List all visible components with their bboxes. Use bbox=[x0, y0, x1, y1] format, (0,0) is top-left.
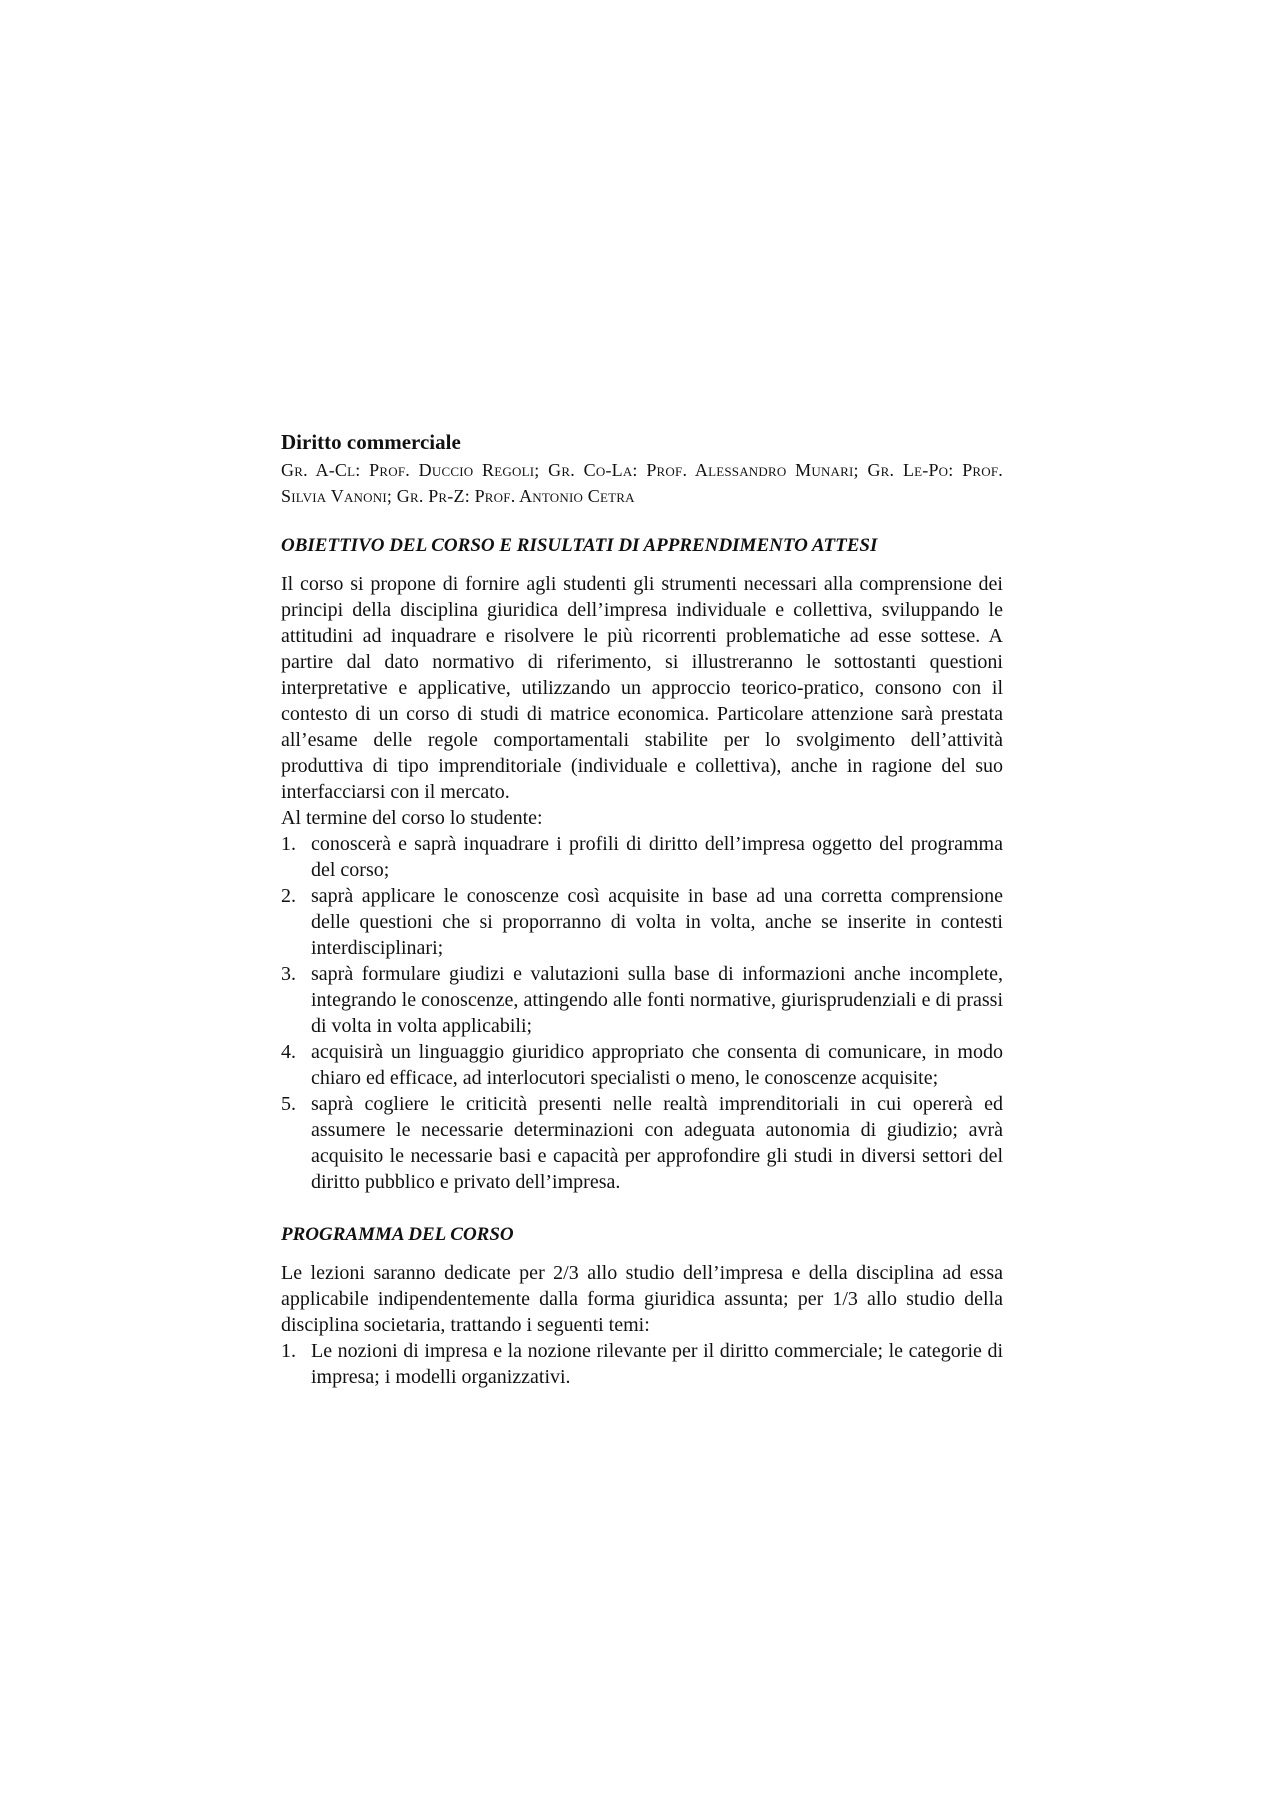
list-item bbox=[281, 1091, 1003, 1195]
objectives-list bbox=[281, 831, 1003, 1195]
list-item bbox=[281, 961, 1003, 1039]
list-item-number: 2. bbox=[281, 885, 296, 907]
program-paragraph: Le lezioni saranno dedicate per 2/3 allo studio dell’impresa e della disciplina ad essa applicabile indipendentemente dalla forma giuridica assunta; per 1/3 allo studio della disciplina societaria, trattando i seguenti temi: bbox=[281, 1262, 1003, 1336]
list-item-number: 4. bbox=[281, 1041, 296, 1063]
list-item-text: saprà cogliere le criticità presenti nelle realtà imprenditoriali in cui opererà ed assumere le necessarie determinazioni con adeguata autonomia di giudizio; avrà acquisito le necessarie basi e capacità per approfondire gli studi in diversi settori del diritto pubblico e privato dell’impresa. bbox=[311, 1093, 1003, 1193]
list-item-number: 1. bbox=[281, 1340, 296, 1362]
list-item-text: acquisirà un linguaggio giuridico appropriato che consenta di comunicare, in modo chiaro ed efficace, ad interlocutori specialisti o meno, le conoscenze acquisite; bbox=[311, 1041, 1003, 1089]
objectives-heading: OBIETTIVO DEL CORSO E RISULTATI DI APPRENDIMENTO ATTESI bbox=[281, 535, 878, 556]
list-item-number: 3. bbox=[281, 963, 296, 985]
list-item-number: 5. bbox=[281, 1093, 296, 1115]
course-title: Diritto commerciale bbox=[281, 430, 461, 454]
list-item bbox=[281, 883, 1003, 961]
course-teachers: Gr. A-Cl: Prof. Duccio Regoli; Gr. Co-La: Prof. Alessandro Munari; Gr. Le-Po: Prof. Silvia Vanoni; Gr. Pr-Z: Prof. Antonio Cetra bbox=[281, 460, 1003, 506]
document-page bbox=[281, 428, 1003, 1390]
program-list bbox=[281, 1338, 1003, 1390]
list-item-number: 1. bbox=[281, 833, 296, 855]
objectives-paragraph: Il corso si propone di fornire agli studenti gli strumenti necessari alla comprensione dei principi della disciplina giuridica dell’impresa individuale e collettiva, sviluppando le attitudini ad inquadrare e risolvere le più ricorrenti problematiche ad esse sottese. A partire dal dato normativo di riferimento, si illustreranno le sottostanti questioni interpretative e applicative, utilizzando un approccio teorico-pratico, consono con il contesto di un corso di studi di matrice economica. Particolare attenzione sarà prestata all’esame delle regole comportamentali stabilite per lo svolgimento dell’attività produttiva di tipo imprenditoriale (individuale e collettiva), anche in ragione del suo interfacciarsi con il mercato. bbox=[281, 573, 1003, 803]
objectives-intro: Al termine del corso lo studente: bbox=[281, 807, 543, 829]
list-item-text: saprà applicare le conoscenze così acquisite in base ad una corretta comprensione delle questioni che si proporranno di volta in volta, anche se inserite in contesti interdisciplinari; bbox=[311, 885, 1003, 959]
list-item-text: Le nozioni di impresa e la nozione rilevante per il diritto commerciale; le categorie di impresa; i modelli organizzativi. bbox=[311, 1340, 1003, 1388]
program-heading: PROGRAMMA DEL CORSO bbox=[281, 1224, 514, 1245]
list-item-text: saprà formulare giudizi e valutazioni sulla base di informazioni anche incomplete, integrando le conoscenze, attingendo alle fonti normative, giurisprudenziali e di prassi di volta in volta applicabili; bbox=[311, 963, 1003, 1037]
list-item bbox=[281, 831, 1003, 883]
list-item bbox=[281, 1039, 1003, 1091]
list-item-text: conoscerà e saprà inquadrare i profili di diritto dell’impresa oggetto del programma del corso; bbox=[311, 833, 1003, 881]
list-item bbox=[281, 1338, 1003, 1390]
